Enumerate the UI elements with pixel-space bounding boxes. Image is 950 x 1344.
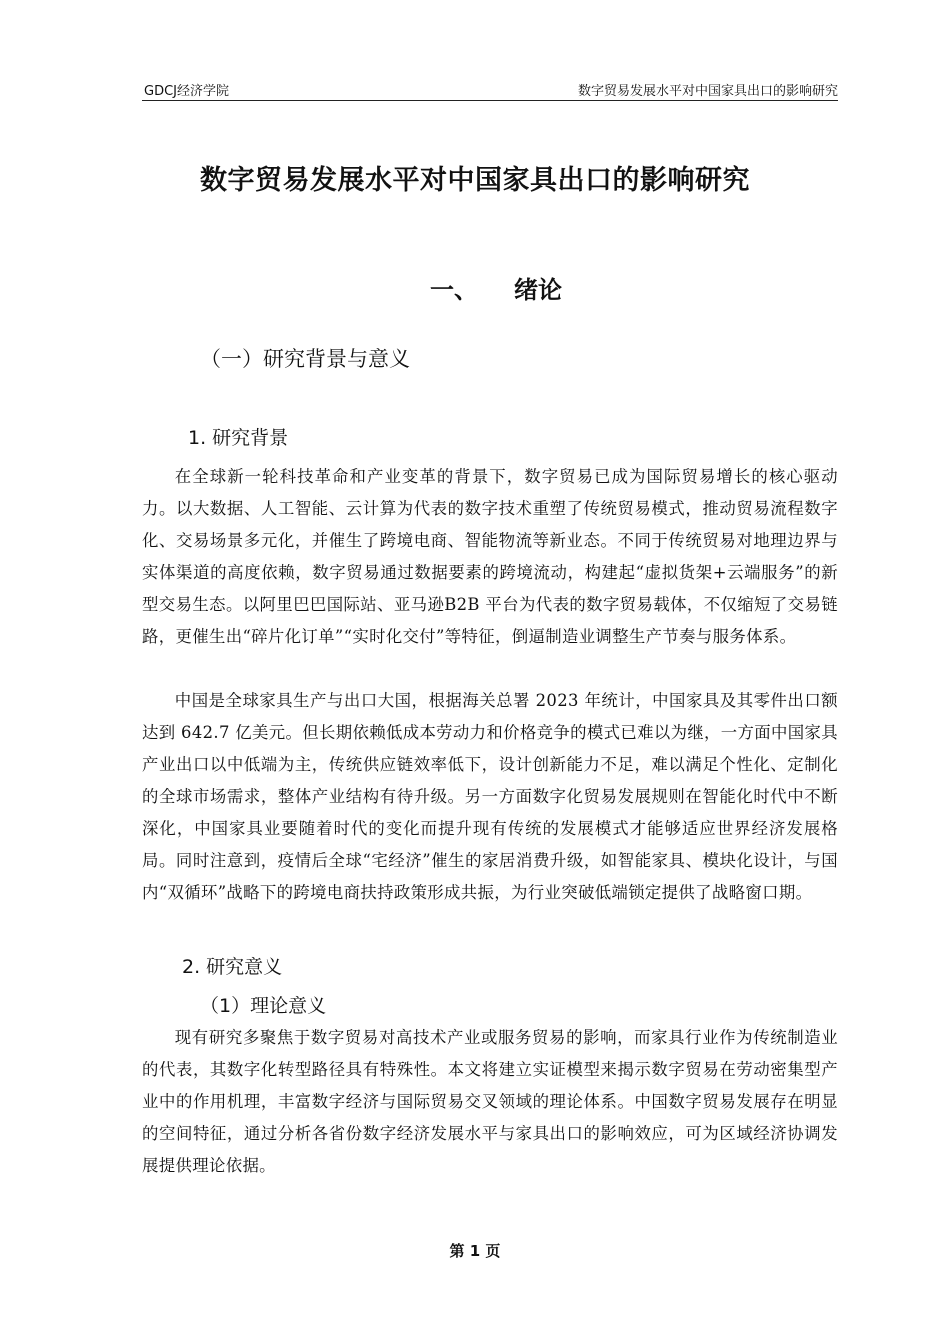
chapter-number: 一、 — [430, 276, 478, 304]
paragraph-background: 在全球新一轮科技革命和产业变革的背景下，数字贸易已成为国际贸易增长的核心驱动力。以大数据、人工智能、云计算为代表的数字技术重塑了传统贸易模式，推动贸易流程数字化、交易场景多元化，并催生了跨境电商、智能物流等新业态。不同于传统贸易对地理边界与实体渠道的高度依赖，数字贸易通过数据要素的跨境流动，构建起“虚拟货架+云端服务”的新型交易生态。以阿里巴巴国际站、亚马逊B2B 平台为代表的数字贸易载体，不仅缩短了交易链路，更催生出“碎片化订单”“实时化交付”等特征，倒逼制造业调整生产节奏与服务体系。 — [142, 467, 838, 646]
paragraph-theoretical-significance: 现有研究多聚焦于数字贸易对高技术产业或服务贸易的影响，而家具行业作为传统制造业的代表，其数字化转型路径具有特殊性。本文将建立实证模型来揭示数字贸易在劳动密集型产业中的作用机理，丰富数字经济与国际贸易交叉领域的理论体系。中国数字贸易发展存在明显的空间特征，通过分析各省份数字经济发展水平与家具出口的影响效应，可为区域经济协调发展提供理论依据。 — [142, 1028, 838, 1175]
header-institution: GDCJ经济学院 — [144, 84, 229, 99]
subsection-heading-significance: 2. 研究意义 — [182, 956, 283, 978]
page-header — [142, 78, 838, 101]
section-heading: （一）研究背景与意义 — [200, 347, 410, 371]
chapter-heading — [430, 270, 562, 305]
subsubsection-heading-theory: （1）理论意义 — [200, 995, 327, 1017]
page-number: 第 1 页 — [449, 1242, 501, 1260]
header-running-title: 数字贸易发展水平对中国家具出口的影响研究 — [577, 84, 838, 99]
chapter-title: 绪论 — [514, 276, 562, 304]
paper-title: 数字贸易发展水平对中国家具出口的影响研究 — [200, 165, 750, 196]
paragraph-furniture-export: 中国是全球家具生产与出口大国，根据海关总署 2023 年统计，中国家具及其零件出口额达到 642.7 亿美元。但长期依赖低成本劳动力和价格竞争的模式已难以为继，一方面中国家具产业出口以中低端为主，传统供应链效率低下，设计创新能力不足，难以满足个性化、定制化的全球市场需求，整体产业结构有待升级。另一方面数字化贸易发展规则在智能化时代中不断深化，中国家具业要随着时代的变化而提升现有传统的发展模式才能够适应世界经济发展格局。同时注意到，疫情后全球“宅经济”催生的家居消费升级，如智能家具、模块化设计，与国内“双循环”战略下的跨境电商扶持政策形成共振，为行业突破低端锁定提供了战略窗口期。 — [142, 691, 838, 902]
subsection-heading-background: 1. 研究背景 — [188, 427, 289, 449]
